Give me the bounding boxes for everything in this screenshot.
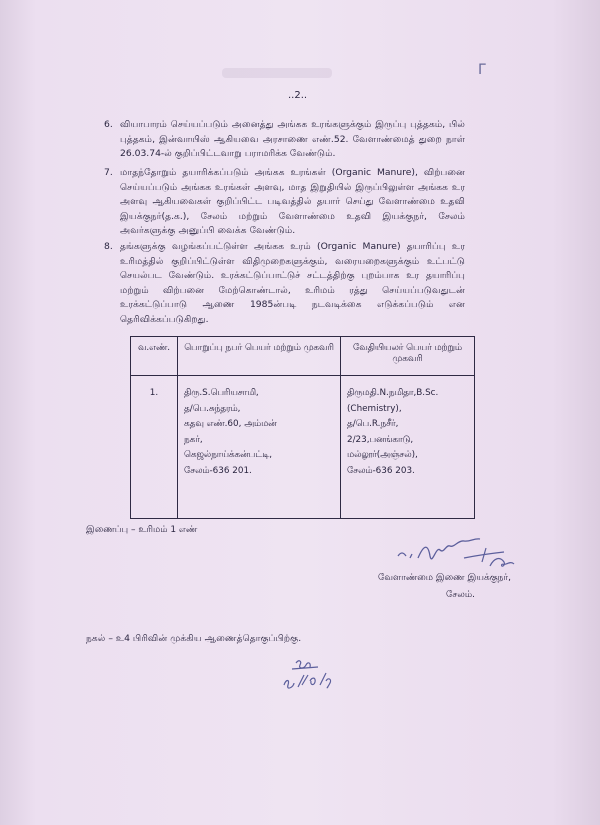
address-line: நகர், [184, 434, 203, 445]
paragraph-7 [104, 166, 465, 239]
enclosure-note: இணைப்பு – உரிமம் 1 எண் [86, 525, 198, 535]
header-serial-no: வ.எண். [131, 337, 178, 376]
paragraph-8 [104, 240, 465, 328]
paragraph-number: 6. [104, 119, 113, 130]
paragraph-text: தங்களுக்கு வழங்கப்பட்டுள்ள அங்கக உரம் (Organic Manure) தயாரிப்பு உர உரிமத்தில் குறிப்பிட்டுள்ள விதிமுறைகளுக்கும், வரையறைகளுக்கும் உட்பட்டு செயல்பட வேண்டும். உரக்கட்டுப்பாட்டுச் சட்டத்திற்கு புறம்பாக உர தயாரிப்பு மற்றும் விற்பனை மேற்கொண்டால், உரிமம் ரத்து செய்யப்படுவதுடன் உரக்கட்டுப்பாடு ஆணை 1985ன்படி நடவடிக்கை எடுக்கப்படும் என தெரிவிக்கப்படுகிறது. [120, 241, 465, 325]
cell-chemist [341, 376, 475, 519]
address-line: திருமதி.N.நமிதா,B.Sc.(Chemistry), [347, 388, 439, 414]
header-responsible-person: பொறுப்பு நபர் பெயர் மற்றும் முகவரி [178, 337, 341, 376]
cell-responsible-person [178, 376, 341, 519]
address-line: 2/23,பனங்காடு, [347, 434, 414, 445]
address-line: கதவு எண்.60, அம்மன் [184, 419, 277, 429]
paragraph-6 [104, 118, 465, 162]
signatory-place: சேலம். [446, 590, 475, 600]
cell-serial-no: 1. [131, 376, 178, 519]
paragraph-number: 7. [104, 167, 113, 178]
handwritten-signature [394, 536, 524, 576]
faded-header-smudge [222, 68, 332, 78]
address-line: த/பெ.சுந்தரம், [184, 403, 241, 414]
header-chemist: வேதியியலர் பெயர் மற்றும் முகவரி [341, 337, 475, 376]
registration-table [130, 336, 475, 519]
page-number: ..2.. [288, 90, 308, 101]
pen-tick-mark: ᒥ [478, 62, 486, 78]
copy-to-note: நகல் – உ4 பிரிவின் முக்கிய ஆணைத்தொகுப்பிற்கு. [86, 633, 302, 644]
paragraph-number: 8. [104, 241, 113, 252]
paragraph-text: மாதந்தோறும் தயாரிக்கப்படும் அங்கக உரங்கள் (Organic Manure), விற்பனை செய்யப்படும் அங்கக உரங்கள் அளவு, மாத இறுதியில் இருப்பிலுள்ள அங்கக உர அளவு ஆகியவைகள் குறிப்பிட்ட படிவத்தில் தயார் செய்து வேளாண்மை உதவி இயக்குநர்(த.க.), சேலம் மற்றும் வேளாண்மை உதவி இயக்குநர், சேலம் அவர்களுக்கு அனுப்பி வைக்க வேண்டும். [120, 167, 465, 237]
address-line: சேலம்-636 201. [184, 465, 252, 476]
address-line: சேலம்-636 203. [347, 465, 415, 476]
address-line: த/பெ.R.நசீர், [347, 419, 399, 429]
address-line: மல்லூர்(அஞ்சல்), [347, 450, 418, 460]
paragraph-text: வியாபாரம் செய்யப்படும் அனைத்து அங்கக உரங்களுக்கும் இருப்பு புத்தகம், பில் புத்தகம், இன்வாயிஸ் ஆகியவை அரசாணை எண்.52. வேளாண்மைத் துறை நாள் 26.03.74-ல் குறிப்பிட்டவாறு பராமரிக்க வேண்டும். [120, 119, 465, 160]
table-header-row [131, 337, 475, 376]
address-line: திரு.S.பெரியசாமி, [184, 388, 259, 398]
address-line: கெஜல்நாய்க்கன்பட்டி, [184, 450, 273, 460]
handwritten-initials-and-date [278, 655, 338, 697]
table-row [131, 376, 475, 519]
signatory-designation: வேளாண்மை இணை இயக்குநர், [378, 573, 511, 583]
